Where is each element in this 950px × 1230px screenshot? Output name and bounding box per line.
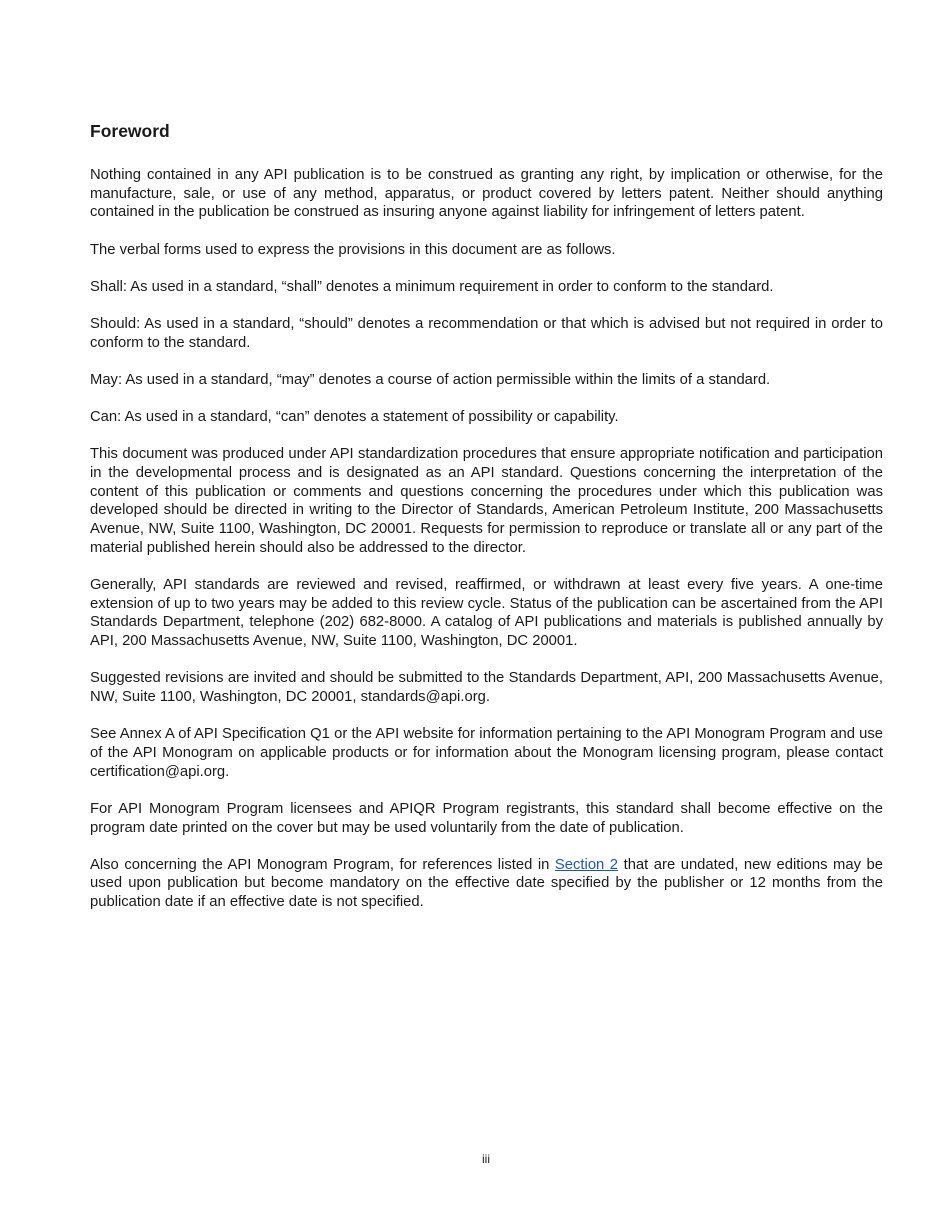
paragraph-can-definition: Can: As used in a standard, “can” denotes a statement of possibility or capability. — [90, 409, 619, 426]
section-2-link[interactable]: Section 2 — [554, 856, 619, 873]
paragraph-monogram-info: See Annex A of API Specification Q1 or the API website for information pertaining to the API Monogram Program and use of the API Monogram on applicable products or for information about the Monogram licensing program, please contact certification@api.org. — [90, 726, 883, 780]
undated-references-text-before: Also concerning the API Monogram Program, for references listed in — [90, 856, 555, 873]
undated-references-text-after: that are undated, new editions may be used upon publication but become mandatory on the effective date specified by the publisher or 12 months from the publication date if an effective date is not specified. — [90, 856, 883, 911]
paragraph-patent-disclaimer: Nothing contained in any API publication is to be construed as granting any right, by implication or otherwise, for the manufacture, sale, or use of any method, apparatus, or product covered by letters patent. Neither should anything contained in the publication be construed as insuring anyone against liability for infringement of letters patent. — [90, 167, 883, 221]
paragraph-verbal-forms-intro: The verbal forms used to express the provisions in this document are as follows. — [90, 241, 616, 258]
paragraph-shall-definition: Shall: As used in a standard, “shall” denotes a minimum requirement in order to conform to the standard. — [90, 278, 774, 295]
paragraph-suggested-revisions: Suggested revisions are invited and should be submitted to the Standards Department, API, 200 Massachusetts Avenue, NW, Suite 1100, Washington, DC 20001, standards@api.org. — [90, 670, 883, 706]
paragraph-review-cycle: Generally, API standards are reviewed and revised, reaffirmed, or withdrawn at least every five years. A one-time extension of up to two years may be added to this review cycle. Status of the publication can be ascertained from the API Standards Department, telephone (202) 682-8000. A catalog of API publications and materials is published annually by API, 200 Massachusetts Avenue, NW, Suite 1100, Washington, DC 20001. — [90, 577, 883, 650]
page-number: iii — [482, 1152, 490, 1166]
paragraph-should-definition: Should: As used in a standard, “should” denotes a recommendation or that which is advised but not required in order to conform to the standard. — [90, 316, 883, 351]
paragraph-effective-date: For API Monogram Program licensees and APIQR Program registrants, this standard shall become effective on the program date printed on the cover but may be used voluntarily from the date of publication. — [90, 800, 883, 836]
paragraph-may-definition: May: As used in a standard, “may” denotes a course of action permissible within the limits of a standard. — [90, 371, 771, 388]
paragraph-standardization-procedures: This document was produced under API standardization procedures that ensure appropriate notification and participation in the developmental process and is designated as an API standard. Questions concerning the interpretation of the content of this publication or comments and questions concerning the procedures under which this publication was developed should be directed in writing to the Director of Standards, American Petroleum Institute, 200 Massachusetts Avenue, NW, Suite 1100, Washington, DC 20001. Requests for permission to reproduce or translate all or any part of the material published herein should also be addressed to the director. — [90, 446, 883, 556]
paragraph-undated-references — [90, 856, 883, 912]
page-content — [90, 119, 883, 930]
page-title: Foreword — [90, 121, 170, 141]
